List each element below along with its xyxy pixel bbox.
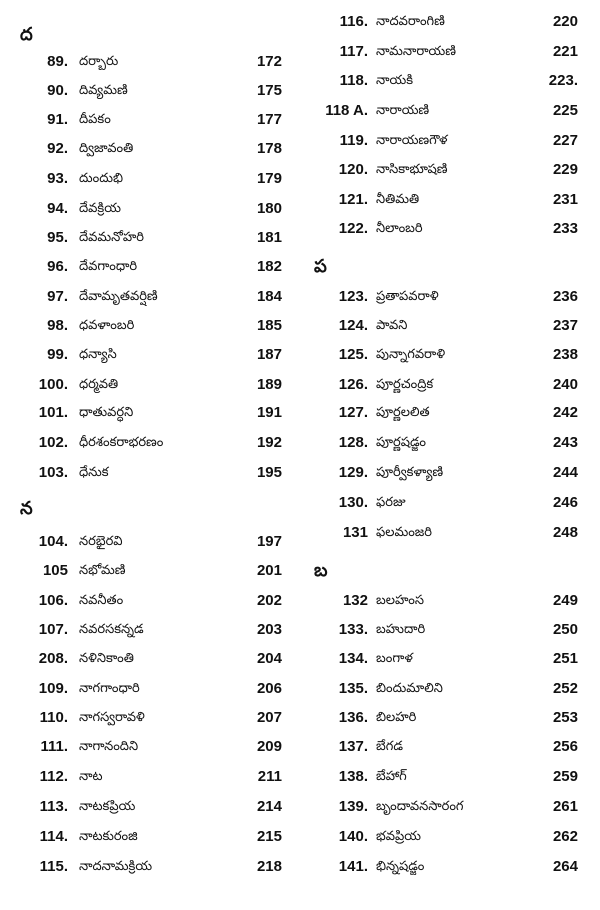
raga-name: పూర్వీకళ్యాణి: [376, 465, 444, 480]
raga-name: బృందావనసారంగ: [376, 799, 464, 814]
entry-number: 126.: [338, 376, 368, 393]
index-entry: [300, 822, 600, 852]
raga-name: ధర్మవతి: [79, 377, 119, 392]
raga-name: ప్రతాపవరాళి: [376, 289, 439, 304]
entry-number: 120.: [338, 161, 368, 178]
index-entry: [300, 518, 600, 548]
page-number: 231: [552, 191, 578, 208]
entry-number: 109.: [38, 680, 68, 697]
raga-name: పున్నాగవరాళి: [376, 347, 446, 362]
index-entry: [0, 252, 300, 282]
entry-number: 128.: [338, 434, 368, 451]
entry-number: 111.: [40, 738, 68, 755]
raga-name: నారాయణగౌళ: [376, 133, 448, 148]
index-entry: [0, 311, 300, 341]
raga-name: ధవళాంబరి: [79, 318, 135, 333]
index-entry: [0, 458, 300, 488]
page-number: 250: [552, 621, 578, 638]
raga-name: ధీరశంకరాభరణం: [79, 435, 164, 450]
raga-name: దర్బారు: [79, 54, 119, 69]
raga-name: భిన్నషడ్జం: [376, 859, 425, 874]
page-number: 223.: [548, 72, 578, 89]
index-entry: [300, 703, 600, 733]
raga-name: నభోమణి: [79, 563, 126, 578]
index-entry: [0, 428, 300, 458]
entry-number: 101.: [38, 404, 68, 421]
entry-number: 94.: [47, 200, 68, 217]
page-number: 177: [256, 111, 282, 128]
entry-number: 117.: [339, 43, 368, 60]
index-entry: [0, 105, 300, 135]
raga-name: పూర్ణలలిత: [376, 405, 430, 420]
page-number: 184: [256, 288, 282, 305]
raga-name: నాదనామక్రియ: [79, 859, 153, 874]
index-entry: [300, 458, 600, 488]
raga-name: నాటకప్రియ: [79, 799, 136, 814]
index-entry: [0, 527, 300, 557]
page-number: 179: [256, 170, 282, 187]
page-number: 220: [552, 13, 578, 30]
raga-name: ద్విజావంతి: [79, 141, 134, 156]
index-entry: [300, 214, 600, 244]
page-number: 182: [256, 258, 282, 275]
index-entry: [300, 644, 600, 674]
page-number: 187: [256, 346, 282, 363]
index-entry: [0, 398, 300, 428]
page-number: 189: [256, 376, 282, 393]
entry-number: 116.: [339, 13, 368, 30]
entry-number: 123.: [338, 288, 368, 305]
page-number: 207: [256, 709, 282, 726]
entry-number: 105: [42, 562, 68, 579]
page-number: 192: [256, 434, 282, 451]
raga-name: నాట: [79, 769, 103, 784]
page-number: 215: [256, 828, 282, 845]
index-entry: [300, 340, 600, 370]
raga-name: దివ్యమణి: [79, 83, 128, 98]
index-entry: [300, 398, 600, 428]
raga-name: నళినికాంతి: [79, 651, 134, 666]
entry-number: 141.: [338, 858, 368, 875]
page-number: 243: [552, 434, 578, 451]
page-number: 191: [256, 404, 282, 421]
raga-name: పావని: [376, 318, 408, 333]
page-number: 211: [257, 768, 282, 785]
entry-number: 114.: [39, 828, 68, 845]
page-number: 249: [552, 592, 578, 609]
raga-name: ఫలమంజరి: [376, 525, 433, 540]
page-number: 262: [552, 828, 578, 845]
index-entry: [0, 134, 300, 164]
index-entry: [300, 488, 600, 518]
entry-number: 133.: [338, 621, 368, 638]
raga-name: బేగడ: [376, 739, 403, 754]
entry-number: 132: [342, 592, 368, 609]
raga-name: నాయకి: [376, 73, 414, 88]
entry-number: 99.: [47, 346, 68, 363]
entry-number: 90.: [47, 82, 68, 99]
page-number: 227: [552, 132, 578, 149]
page-number: 253: [552, 709, 578, 726]
entry-number: 107.: [38, 621, 68, 638]
raga-name: దేవగాంధారి: [79, 259, 138, 274]
index-entry: [0, 792, 300, 822]
raga-name: దేవమనోహరి: [79, 230, 144, 245]
index-entry: [0, 586, 300, 616]
page-number: 256: [552, 738, 578, 755]
index-entry: [300, 370, 600, 400]
entry-number: 118.: [339, 72, 368, 89]
entry-number: 97.: [47, 288, 68, 305]
raga-name: బలహంస: [376, 593, 424, 608]
entry-number: 122.: [338, 220, 368, 237]
entry-number: 119.: [339, 132, 368, 149]
raga-name: బిందుమాలిని: [376, 681, 443, 696]
raga-name: భవప్రియ: [376, 829, 421, 844]
raga-name: దుందుభి: [79, 171, 123, 186]
raga-name: బేహాగ్: [376, 769, 407, 784]
raga-name: నాగస్వరావళి: [79, 710, 145, 725]
raga-name: నీతిమతి: [376, 192, 420, 207]
index-entry: [0, 194, 300, 224]
entry-number: 127.: [338, 404, 368, 421]
raga-name: ధాతువర్ధని: [79, 405, 134, 420]
entry-number: 136.: [338, 709, 368, 726]
raga-name: నరభైరవి: [79, 534, 123, 549]
entry-number: 103.: [38, 464, 68, 481]
page-number: 172: [256, 53, 282, 70]
page-number: 264: [552, 858, 578, 875]
index-entry: [0, 615, 300, 645]
page-number: 221: [552, 43, 578, 60]
page-number: 242: [552, 404, 578, 421]
page-number: 197: [256, 533, 282, 550]
page-number: 248: [552, 524, 578, 541]
entry-number: 110.: [39, 709, 68, 726]
entry-number: 115.: [39, 858, 68, 875]
page-number: 233: [552, 220, 578, 237]
index-entry: [300, 732, 600, 762]
raga-name: బిలహరి: [376, 710, 417, 725]
entry-number: 135.: [338, 680, 368, 697]
raga-name: నీలాంబరి: [376, 221, 423, 236]
raga-name: దేవామృతవర్షిణి: [79, 289, 158, 304]
index-entry: [300, 96, 600, 126]
raga-name: బహుదారి: [376, 622, 426, 637]
index-entry: [300, 762, 600, 792]
raga-name: దీపకం: [79, 112, 111, 127]
index-entry: [300, 37, 600, 67]
index-entry: [0, 47, 300, 77]
page-number: 181: [256, 229, 282, 246]
page-number: 246: [552, 494, 578, 511]
entry-number: 102.: [38, 434, 68, 451]
raga-name: నాటకురంజి: [79, 829, 138, 844]
page-number: 251: [552, 650, 578, 667]
entry-number: 93.: [47, 170, 68, 187]
entry-number: 131: [342, 524, 368, 541]
index-entry: [0, 76, 300, 106]
page-number: 201: [256, 562, 282, 579]
entry-number: 139.: [338, 798, 368, 815]
raga-name: నవరసకన్నడ: [79, 622, 144, 637]
entry-number: 130.: [338, 494, 368, 511]
raga-name: నాగగాంధారి: [79, 681, 140, 696]
page-number: 178: [256, 140, 282, 157]
index-entry: [300, 311, 600, 341]
index-entry: [0, 223, 300, 253]
index-entry: [0, 732, 300, 762]
index-entry: [0, 674, 300, 704]
raga-name: పూర్ణచంద్రిక: [376, 377, 434, 392]
index-entry: [300, 66, 600, 96]
index-entry: [300, 615, 600, 645]
raga-name: నవనీతం: [79, 593, 124, 608]
page-number: 206: [256, 680, 282, 697]
entry-number: 106.: [38, 592, 68, 609]
page-number: 240: [552, 376, 578, 393]
page-number: 252: [552, 680, 578, 697]
index-entry: [300, 7, 600, 37]
page-number: 185: [256, 317, 282, 334]
entry-number: 104.: [38, 533, 68, 550]
section-heading-da: ద: [20, 24, 33, 45]
entry-number: 89.: [47, 53, 68, 70]
page-number: 214: [256, 798, 282, 815]
entry-number: 118 A.: [325, 102, 368, 119]
entry-number: 98.: [47, 317, 68, 334]
raga-name: నాసికాభూషణి: [376, 162, 448, 177]
page-number: 225: [552, 102, 578, 119]
index-entry: [300, 852, 600, 882]
entry-number: 125.: [338, 346, 368, 363]
index-entry: [300, 282, 600, 312]
page-number: 180: [256, 200, 282, 217]
page-number: 261: [552, 798, 578, 815]
entry-number: 112.: [39, 768, 68, 785]
raga-name: ధన్యాసి: [79, 347, 117, 362]
entry-number: 138.: [338, 768, 368, 785]
entry-number: 121.: [338, 191, 368, 208]
index-entry: [0, 370, 300, 400]
raga-name: నారాయణి: [376, 103, 430, 118]
page-number: 195: [256, 464, 282, 481]
entry-number: 124.: [338, 317, 368, 334]
page-number: 237: [552, 317, 578, 334]
index-entry: [300, 126, 600, 156]
entry-number: 95.: [47, 229, 68, 246]
index-entry: [0, 703, 300, 733]
section-heading-pa: ప: [314, 256, 327, 277]
index-entry: [300, 155, 600, 185]
entry-number: 140.: [338, 828, 368, 845]
entry-number: 100.: [38, 376, 68, 393]
raga-name: నాగానందిని: [79, 739, 139, 754]
section-heading-ba: బ: [314, 560, 328, 581]
index-entry: [300, 428, 600, 458]
entry-number: 134.: [338, 650, 368, 667]
raga-name: నాదవరాంగిణి: [376, 14, 445, 29]
index-entry: [300, 674, 600, 704]
raga-name: ఫరజు: [376, 495, 406, 510]
page-number: 203: [256, 621, 282, 638]
index-entry: [0, 644, 300, 674]
entry-number: 208.: [38, 650, 68, 667]
index-entry: [300, 792, 600, 822]
page-number: 209: [256, 738, 282, 755]
page-number: 259: [552, 768, 578, 785]
index-entry: [0, 340, 300, 370]
entry-number: 137.: [338, 738, 368, 755]
entry-number: 129.: [338, 464, 368, 481]
raga-name: బంగాళ: [376, 651, 413, 666]
page-number: 238: [552, 346, 578, 363]
index-entry: [0, 282, 300, 312]
entry-number: 91.: [47, 111, 68, 128]
entry-number: 96.: [47, 258, 68, 275]
index-entry: [300, 586, 600, 616]
index-entry: [0, 762, 300, 792]
index-entry: [0, 556, 300, 586]
raga-name: దేవక్రియ: [79, 201, 121, 216]
page-number: 244: [552, 464, 578, 481]
page-number: 229: [552, 161, 578, 178]
index-entry: [300, 185, 600, 215]
page-number: 175: [256, 82, 282, 99]
entry-number: 113.: [39, 798, 68, 815]
index-entry: [0, 164, 300, 194]
index-entry: [0, 852, 300, 882]
raga-name: ధేనుక: [79, 465, 109, 480]
page-number: 236: [552, 288, 578, 305]
page-number: 202: [256, 592, 282, 609]
section-heading-na: న: [20, 498, 33, 519]
page-number: 204: [256, 650, 282, 667]
index-entry: [0, 822, 300, 852]
page-number: 218: [256, 858, 282, 875]
raga-name: నామనారాయణి: [376, 44, 457, 59]
entry-number: 92.: [47, 140, 68, 157]
raga-name: పూర్ణషడ్జం: [376, 435, 427, 450]
